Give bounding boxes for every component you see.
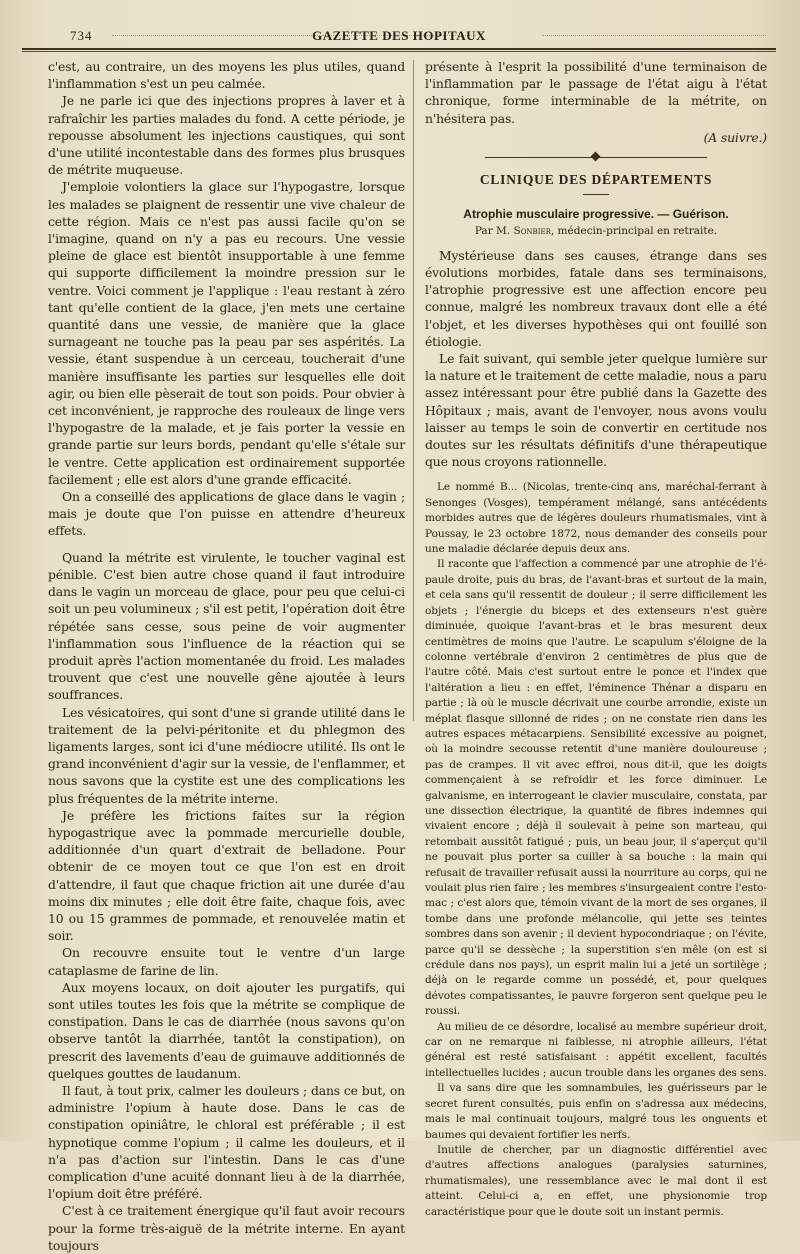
paragraph: Au milieu de ce désordre, localisé au membre supérieur droit, car on ne remarque ni faiblesse, ni atrophie ailleurs, l'état général est resté satisfaisant : appétit excellent, facultés intellectuelles lucides ; aucun trouble dans les organes des sens. bbox=[425, 1020, 767, 1079]
header-dotted-rule bbox=[542, 35, 766, 36]
page-number: 734 bbox=[70, 28, 93, 43]
paragraph: présente à l'esprit la possibilité d'une terminaison de l'inflammation par le passage de l'état aigu à l'état chronique, forme interminable de la métrite, on n'hésitera pas. bbox=[425, 59, 767, 126]
left-column bbox=[48, 58, 405, 1253]
byline bbox=[425, 225, 767, 237]
paragraph: Le fait suivant, qui semble jeter quelque lumière sur la nature et le traitement de cette maladie, nous a paru assez intéressant pour être publié dans la Gazette des Hôpitaux ; mais, avant de l'envoyer, nous avons voulu laisser au temps le soin de convertir en certitude nos doutes sur les résultats définitifs d'une thérapeutique que nous croyons rationnelle. bbox=[425, 351, 767, 470]
paragraph: Il va sans dire que les somnambules, les guérisseurs par le secret furent consultés, puis enfin on s'adressa aux médecins, mais le mal continuait toujours, malgré tous les onguents et baumes qui devaient fortifier les nerfs. bbox=[425, 1082, 767, 1141]
journal-title: GAZETTE DES HOPITAUX bbox=[312, 28, 486, 43]
right-column bbox=[425, 58, 767, 1218]
page-header bbox=[22, 26, 776, 50]
article-title: Atrophie musculaire progressive. — Guérison. bbox=[463, 206, 729, 221]
paragraph: J'emploie volontiers la glace sur l'hypogastre, lorsque les malades se plaignent de ressentir une vive chaleur de cette région. Mais ce n'est pas aussi facile qu'on se l'imagine, quand on n'y a pas eu recours. Une vessie pleine de glace est bientôt insupportable à une femme qui supporte difficilement la moindre pression sur le ventre. Voici comment je l'applique : l'eau restant à zéro tant qu'elle contient de la glace, j'en mets une certaine quantité dans une vessie, de manière que la glace surnageant ne touche pas la peau par ses aspérités. La vessie, étant suspendue à un cerceau, toucherait d'une manière insuffisante les parties sur lesquelles elle doit agir, ou bien elle pèserait de tout son poids. Pour obvier à cet inconvénient, je rapproche des rouleaux de linge vers l'hypogastre de la malade, et je fais porter la vessie en grande partie sur leurs bords, pendant qu'elle s'étale sur le ventre. Cette application est ordinairement supportée facilement ; elle est alors d'une grande efficacité. bbox=[48, 179, 405, 487]
paragraph: Je ne parle ici que des injections propres à laver et à rafraîchir les parties malades du fond. A cette période, je repousse absolument les injections caustiques, qui sont d'une utilité incontestable dans des formes plus brusques de métrite muqueuse. bbox=[48, 93, 405, 178]
column-divider bbox=[413, 60, 414, 721]
paragraph: On recouvre ensuite tout le ventre d'un large cataplasme de farine de lin. bbox=[48, 945, 405, 978]
section-heading: CLINIQUE DES DÉPARTEMENTS bbox=[479, 171, 713, 187]
paragraph: Le nommé B... (Nicolas, trente-cinq ans, maréchal-ferrant à Senonges (Vosges), tempérament mélangé, sans antécédents morbides autres que de légères douleurs rhumatismales, vint à Poussay, le 23 octobre 1872, nous demander des conseils pour une maladie déclarée depuis deux ans. bbox=[425, 481, 767, 556]
byline-suffix: médecin-principal en retraite. bbox=[557, 224, 718, 237]
section-ornament bbox=[425, 152, 767, 162]
paragraph: On a conseillé des applications de glace dans le vagin ; mais je doute que l'on puisse en attendre d'heureux effets. bbox=[48, 489, 405, 539]
byline-author: Sonbier, bbox=[513, 224, 555, 237]
paragraph: C'est à ce traitement énergique qu'il faut avoir recours pour la forme très-aiguë de la métrite interne. En ayant toujours bbox=[48, 1203, 405, 1253]
to-be-continued: (A suivre.) bbox=[703, 129, 767, 145]
paragraph: Aux moyens locaux, on doit ajouter les purgatifs, qui sont utiles toutes les fois que la métrite se complique de constipation. Dans le cas de diarrhée (nous savons qu'on observe tantôt la diarrhée, tantôt la constipation), on prescrit des lavements d'eau de guimauve additionnés de quelques gouttes de laudanum. bbox=[48, 979, 405, 1081]
header-rule bbox=[22, 51, 776, 52]
paragraph: Inutile de chercher, par un diagnostic différentiel avec d'autres affections analogues (paralysies saturnines, rhumatismales), une ressemblance avec le mal dont il est atteint. Celui-ci a, en effet, une physionomie trop caractéristique pour que le doute soit un instant permis. bbox=[425, 1143, 767, 1218]
short-rule bbox=[583, 194, 609, 195]
paragraph: c'est, au contraire, un des moyens les plus utiles, quand l'inflammation s'est un peu calmée. bbox=[48, 59, 405, 92]
byline-prefix: Par M. bbox=[474, 224, 511, 237]
paragraph: Il faut, à tout prix, calmer les douleurs ; dans ce but, on administre l'opium à haute dose. Dans le cas de constipation opiniâtre, le chloral est préférable ; il est hypnotique comme l'opium ; il calme les douleurs, et il n'a pas d'action sur l'intestin. Dans le cas d'une complication d'une acuité donnant lieu à de la diarrhée, l'opium doit être préféré. bbox=[48, 1082, 405, 1202]
paragraph: Mystérieuse dans ses causes, étrange dans ses évolutions morbides, fatale dans ses terminaisons, l'atrophie progressive est une affection encore peu connue, malgré les nombreux travaux dont elle a été l'objet, et les diverses hypothèses qui ont fouillé son étiologie. bbox=[425, 247, 767, 349]
paragraph: Il raconte que l'affection a commencé par une atrophie de l'épaule droite, puis du bras, de l'avant-bras et surtout de la main, et cela sans qu'il ressentit de douleur ; il serre difficilement les objets ; l'énergie du biceps et des extenseurs n'est guère diminuée, quoique l'avant-bras et le bras mesurent deux centimètres de moins que l'autre. Le scapulum s'éloigne de la colonne vertébrale d'environ 2 centimètres de plus que de l'autre côté. Mais c'est surtout entre le ponce et l'index que l'altération a lieu : en effet, l'éminence Thénar a disparu en partie ; là où le muscle décrivait une courbe arrondie, existe un méplat flasque sillonné de rides ; on ne constate rien dans les autres espaces métacarpiens. Sensibilité excessive au poignet, où la moindre secousse retentit d'une manière douloureuse ; pas de crampes. Il vit avec effroi, nous dit-il, que les doigts commençaient à se refroidir et les force diminuer. Le galvanisme, en interrogeant le clavier musculaire, constata, par une dissection électrique, la quantité de fibres indemnes qui vivaient encore ; déjà il soulevait à peine son marteau, qui retombait aussitôt fatigué ; puis, un beau jour, il s'aperçut qu'il ne pouvait plus porter sa cuiller à sa bouche : la main qui refusait de travailler refusait aussi la nourriture au corps, qui ne voulait plus rien faire ; les membres s'insurgeaient contre l'estomac ; c'est alors que, témoin vivant de la mort de ses organes, il tombe dans une profonde mélancolie, qui jette ses teintes sombres dans son avenir ; il devient hypocondriaque ; on l'évite, parce qu'il se dessèche ; la superstition s'en mêle (on est si crédule dans nos pays), un esprit malin lui a jeté un sortilège ; déjà on le regarde comme un possédé, et, pour quelques dévotes compatissantes, le pauvre forgeron sent quelque peu le roussi. bbox=[425, 558, 767, 1018]
paragraph: Quand la métrite est virulente, le toucher vaginal est pénible. C'est bien autre chose quand il faut introduire dans le vagin un morceau de glace, pour peu que celui-ci soit un peu volumineux ; s'il est petit, l'opération doit être répétée sans cesse, sous peine de voir augmenter l'inflammation sous l'influence de la réaction qui se produit après l'action momentanée du froid. Les malades trouvent que c'est une nouvelle gêne ajoutée à leurs souffrances. bbox=[48, 549, 405, 703]
paragraph: Les vésicatoires, qui sont d'une si grande utilité dans le traitement de la pelvi-péritonite et du phlegmon des ligaments larges, sont ici d'une médiocre utilité. Ils ont le grand inconvénient d'agir sur la vessie, de l'enflammer, et nous savons que la cystite est une des complications les plus fréquentes de la métrite interne. bbox=[48, 704, 405, 806]
paragraph: Je préfère les frictions faites sur la région hypogastrique avec la pommade mercurielle double, additionnée d'un quart d'extrait de belladone. Pour obtenir de ce moyen tout ce que l'on est en droit d'attendre, il faut que chaque friction ait une durée d'au moins dix minutes ; elle doit être faite, chaque fois, avec 10 ou 15 grammes de pommade, et renouvelée matin et soir. bbox=[48, 807, 405, 944]
